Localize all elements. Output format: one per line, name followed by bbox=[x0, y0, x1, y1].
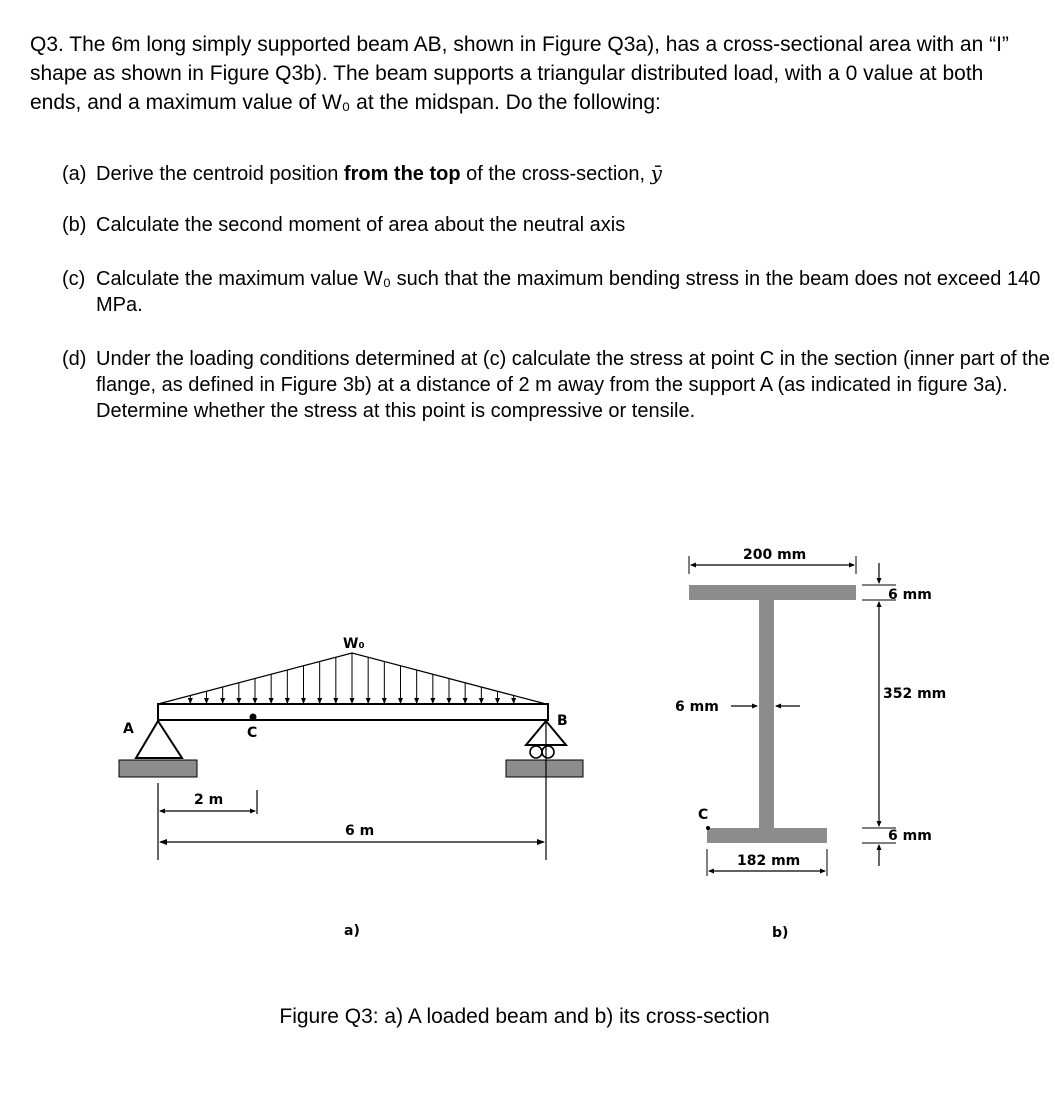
figure-b bbox=[675, 547, 946, 941]
part-a-label: (a) bbox=[62, 163, 87, 185]
beam bbox=[158, 704, 548, 720]
support-a-label: A bbox=[123, 721, 134, 737]
question-intro: Q3. The 6m long simply supported beam AB, shown in Figure Q3a), has a cross-sectional area with an “I” shape as shown in Figure Q3b). The beam supports a triangular distributed load, with a 0 value at both ends, and a maximum value of W₀ at the midspan. Do the following: bbox=[30, 33, 1009, 114]
part-c-label: (c) bbox=[62, 268, 86, 290]
section-point-c-dot bbox=[706, 826, 710, 830]
part-b-label: (b) bbox=[62, 214, 87, 236]
dim-182-label: 182 mm bbox=[737, 853, 801, 869]
dim-6-top-label: 6 mm bbox=[888, 587, 932, 603]
dim-352-label: 352 mm bbox=[883, 686, 947, 702]
part-a-text-bold: from the top bbox=[343, 163, 461, 185]
section-point-c-label: C bbox=[698, 807, 709, 823]
point-c-label: C bbox=[247, 725, 258, 741]
part-a-text-before: Derive the centroid position bbox=[96, 163, 344, 185]
figure-b-sublabel: b) bbox=[772, 925, 789, 941]
support-b-label: B bbox=[557, 713, 568, 729]
load-label: W₀ bbox=[343, 636, 365, 652]
part-d-label: (d) bbox=[62, 348, 87, 370]
dim-2m-label: 2 m bbox=[194, 792, 224, 808]
roller-support-b bbox=[506, 721, 583, 777]
part-c-text: Calculate the maximum value W₀ such that the maximum bending stress in the beam does not exceed 140 MPa. bbox=[96, 268, 1041, 316]
load-arrows bbox=[190, 653, 513, 703]
dim-200-label: 200 mm bbox=[743, 547, 807, 563]
dim-web-label: 6 mm bbox=[675, 699, 719, 715]
ybar-symbol: ȳ bbox=[650, 161, 662, 185]
part-b-text: Calculate the second moment of area about the neutral axis bbox=[96, 214, 626, 236]
figure-a bbox=[119, 636, 583, 939]
figure-a-sublabel: a) bbox=[344, 923, 360, 939]
dim-6m-label: 6 m bbox=[345, 823, 375, 839]
part-a-text-after: of the cross-section, bbox=[460, 163, 651, 185]
point-c-dot bbox=[250, 714, 257, 721]
figure-caption bbox=[0, 1005, 1055, 1029]
dim-6-bottom-label: 6 mm bbox=[888, 828, 932, 844]
figure-caption-text: Figure Q3: a) A loaded beam and b) its cross-section bbox=[279, 1005, 770, 1028]
web bbox=[759, 600, 774, 828]
bottom-flange bbox=[707, 828, 827, 843]
part-d-text: Under the loading conditions determined at (c) calculate the stress at point C in the section (inner part of the flange, as defined in Figure 3b) at a distance of 2 m away from the support A (as indicated in figure 3a). Determine whether the stress at this point is compressive or tensile. bbox=[96, 348, 1050, 422]
top-flange bbox=[689, 585, 856, 600]
